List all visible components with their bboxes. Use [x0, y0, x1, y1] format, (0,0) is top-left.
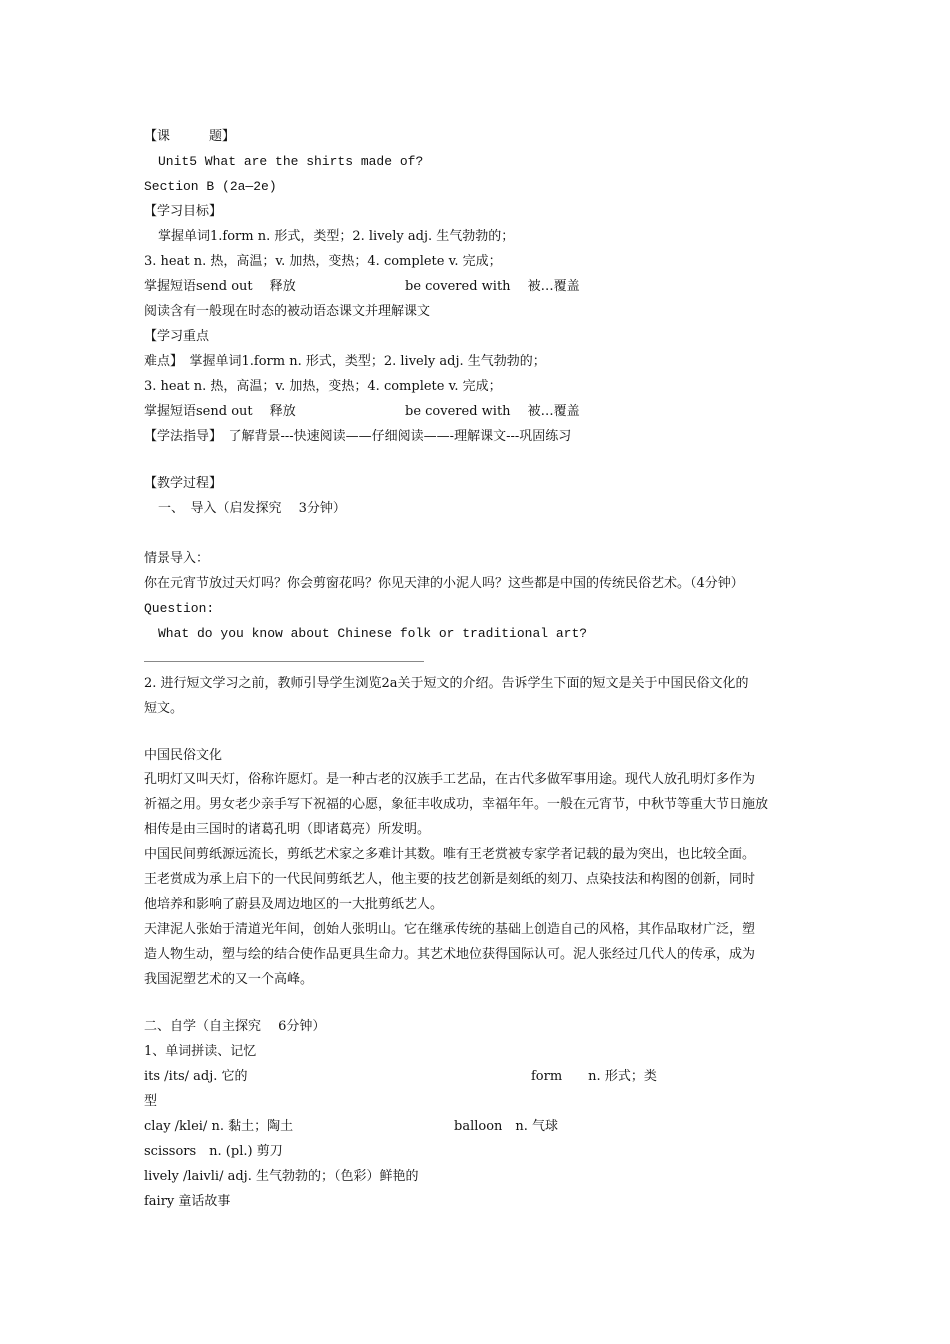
- vocab-fairy: fairy 童话故事: [144, 1194, 231, 1209]
- unit-title: Unit5 What are the shirts made of?: [158, 154, 424, 169]
- question-text: What do you know about Chinese folk or traditional art?: [158, 626, 588, 641]
- clay-figurine-para-line2: 造人物生动，塑与绘的结合使作品更具生命力。其艺术地位获得国际认可。泥人张经过几代人的传承，成为: [144, 947, 756, 962]
- intro-label: 情景导入：: [144, 551, 210, 566]
- papercut-para-line1: 中国民间剪纸源远流长，剪纸艺术家之多难计其数。唯有王老赏被专家学者记载的最为突出，也比较全面。: [144, 847, 756, 862]
- lesson-title-label: 【课 题】: [144, 129, 236, 144]
- papercut-para-line2: 王老赏成为承上启下的一代民间剪纸艺人，他主要的技艺创新是刻纸的刻刀、点染技法和构图的创新，同时: [144, 872, 756, 887]
- process-label: 【教学过程】: [144, 476, 223, 491]
- lantern-para-line2: 祈福之用。男女老少亲手写下祝福的心愿，象征丰收成功，幸福年年。一般在元宵节，中秋节等重大节日施放: [144, 797, 769, 812]
- key-points-phrase-lead: 掌握短语send out 释放: [144, 404, 296, 419]
- folk-culture-title: 中国民俗文化: [144, 748, 223, 763]
- objectives-phrase-tail: be covered with 被…覆盖: [405, 279, 580, 294]
- step1-heading: 一、 导入（启发探究 3分钟）: [158, 501, 346, 516]
- lantern-para-line1: 孔明灯又叫天灯，俗称许愿灯。是一种古老的汉族手工艺品，在古代多做军事用途。现代人放孔明灯多作为: [144, 772, 756, 787]
- word-reading-subheading: 1、单词拼读、记忆: [144, 1044, 257, 1059]
- objectives-label: 【学习目标】: [144, 204, 223, 219]
- question-label: Question:: [144, 601, 215, 616]
- lantern-para-line3: 相传是由三国时的诸葛孔明（即诸葛亮）所发明。: [144, 822, 431, 837]
- key-points-label: 【学习重点: [144, 329, 210, 344]
- key-points-words-line2: 3. heat n. 热，高温；v. 加热，变热；4. complete v. 完成；: [144, 379, 502, 394]
- vocab-scissors: scissors n. (pl.) 剪刀: [144, 1144, 283, 1159]
- papercut-para-line3: 他培养和影响了蔚县及周边地区的一大批剪纸艺人。: [144, 897, 444, 912]
- vocab-lively: lively /laivli/ adj. 生气勃勃的；（色彩）鲜艳的: [144, 1169, 419, 1184]
- clay-figurine-para-line1: 天津泥人张始于清道光年间，创始人张明山。它在继承传统的基础上创造自己的风格，其作品取材广泛，塑: [144, 922, 756, 937]
- intro-text: 你在元宵节放过天灯吗？你会剪窗花吗？你见天津的小泥人吗？这些都是中国的传统民俗艺术。（4分钟）: [144, 576, 744, 591]
- objectives-words-line2: 3. heat n. 热，高温；v. 加热，变热；4. complete v. 完成；: [144, 254, 502, 269]
- objectives-phrase-lead: 掌握短语send out 释放: [144, 279, 296, 294]
- vocab-balloon: balloon n. 气球: [454, 1119, 559, 1134]
- step2-line1: 2. 进行短文学习之前，教师引导学生浏览2a关于短文的介绍。告诉学生下面的短文是关于中国民俗文化的: [144, 676, 749, 691]
- vocab-its: its /its/ adj. 它的: [144, 1069, 248, 1084]
- vocab-clay: clay /klei/ n. 黏土；陶土: [144, 1119, 294, 1134]
- clay-figurine-para-line3: 我国泥塑艺术的又一个高峰。: [144, 972, 314, 987]
- objectives-words-line1: 掌握单词1.form n. 形式，类型；2. lively adj. 生气勃勃的；: [158, 229, 515, 244]
- key-points-words-line1: 难点】 掌握单词1.form n. 形式，类型；2. lively adj. 生气勃勃的；: [144, 354, 546, 369]
- objectives-reading: 阅读含有一般现在时态的被动语态课文并理解课文: [144, 304, 431, 319]
- self-study-heading: 二、自学（自主探究 6分钟）: [144, 1019, 326, 1034]
- divider-line: [144, 661, 424, 662]
- method-guide: 【学法指导】 了解背景---快速阅读——仔细阅读——-理解课文---巩固练习: [144, 429, 572, 444]
- step2-line2: 短文。: [144, 701, 184, 716]
- key-points-phrase-tail: be covered with 被…覆盖: [405, 404, 580, 419]
- vocab-form-continued: 型: [144, 1094, 158, 1109]
- section-title: Section B (2a—2e): [144, 179, 277, 194]
- vocab-form: form n. 形式；类: [531, 1069, 657, 1084]
